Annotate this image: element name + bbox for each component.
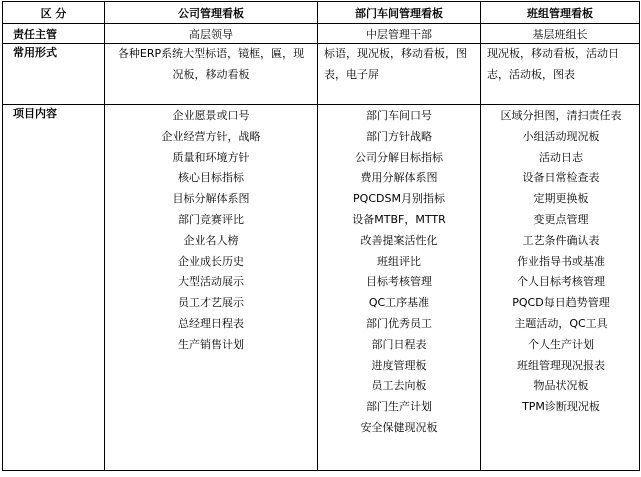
item-team-entry: TPM诊断现况板 [522, 400, 600, 414]
item-department-entry: 进度管理板 [371, 358, 427, 372]
row-forms [3, 44, 640, 105]
item-company-entry: 部门竞赛评比 [178, 212, 244, 226]
header-row [3, 2, 640, 24]
item-department-entry: 安全保健现况板 [360, 420, 438, 434]
row-responsible [3, 24, 640, 44]
forms-company-text: 各种ERP系统大型标语，镜框，匾，现况板，移动看板 [117, 47, 305, 81]
item-company-entry: 企业愿景或口号 [172, 109, 250, 122]
item-department-entry: 部门方针战略 [366, 129, 432, 143]
item-team-entry: 主题活动，QC工具 [514, 316, 608, 330]
row-items [3, 105, 640, 471]
responsible-team: 基层班组长 [481, 24, 640, 44]
item-department-entry: 目标考核管理 [366, 275, 432, 289]
item-department-entry: 公司分解目标指标 [355, 150, 443, 164]
responsible-company: 高层领导 [105, 24, 318, 44]
item-department-entry: 员工去向板 [371, 379, 427, 393]
items-department [318, 105, 481, 471]
row-label-forms: 常用形式 [3, 44, 105, 105]
item-department-entry: 班组评比 [377, 254, 421, 268]
item-team-entry: 班组管理现况报表 [517, 358, 605, 372]
item-team-entry: 小组活动现况板 [522, 129, 600, 143]
items-team [481, 105, 640, 471]
row-label-items: 项目内容 [3, 105, 105, 471]
item-department-entry: 费用分解体系图 [360, 171, 438, 185]
item-company-entry: 员工才艺展示 [178, 296, 244, 310]
item-department-entry: 部门优秀员工 [366, 316, 432, 330]
item-department-entry: PQCDSM月别指标 [353, 192, 445, 206]
header-team-board: 班组管理看板 [481, 2, 640, 24]
item-team-entry: 变更点管理 [533, 212, 589, 226]
item-department-entry: 部门生产计划 [366, 400, 432, 414]
item-team-entry: 定期更换板 [533, 192, 589, 206]
board-comparison-table [2, 1, 640, 471]
item-team-entry: 活动日志 [539, 150, 583, 164]
responsible-department: 中层管理干部 [318, 24, 481, 44]
header-department-board: 部门车间管理看板 [318, 2, 481, 24]
item-team-entry: 区域分担图，清扫责任表 [500, 109, 622, 122]
item-company-entry: 企业成长历史 [178, 254, 244, 268]
item-company-entry: 大型活动展示 [178, 275, 244, 289]
item-team-entry: 物品状况板 [533, 379, 589, 393]
item-department-entry: QC工序基准 [368, 296, 430, 310]
item-department-entry: 改善提案活性化 [360, 233, 438, 247]
item-company-entry: 企业名人榜 [183, 233, 239, 247]
item-team-entry: PQCD每日趋势管理 [512, 296, 610, 310]
item-company-entry: 核心目标指标 [178, 171, 244, 185]
items-company [105, 105, 318, 471]
item-company-entry: 总经理日程表 [178, 316, 244, 330]
item-company-entry: 企业经营方针，战略 [161, 129, 261, 143]
item-company-entry: 生产销售计划 [178, 337, 244, 351]
row-label-responsible: 责任主管 [3, 24, 105, 44]
forms-company [105, 44, 318, 105]
header-company-board: 公司管理看板 [105, 2, 318, 24]
item-company-entry: 质量和环境方针 [172, 150, 250, 164]
item-team-entry: 个人生产计划 [528, 337, 594, 351]
forms-department: 标语，现况板，移动看板，图表，电子屏 [318, 44, 481, 105]
item-department-entry: 部门车间口号 [366, 109, 432, 122]
item-team-entry: 工艺条件确认表 [522, 233, 600, 247]
item-team-entry: 设备日常检查表 [522, 171, 600, 185]
item-team-entry: 作业指导书或基准 [517, 254, 605, 268]
forms-team: 现况板，移动看板，活动日志，活动板，图表 [481, 44, 640, 105]
item-department-entry: 设备MTBF，MTTR [352, 212, 446, 226]
item-department-entry: 部门日程表 [371, 337, 427, 351]
item-company-entry: 目标分解体系图 [172, 192, 250, 206]
item-team-entry: 个人目标考核管理 [517, 275, 605, 289]
header-category: 区 分 [3, 2, 105, 24]
